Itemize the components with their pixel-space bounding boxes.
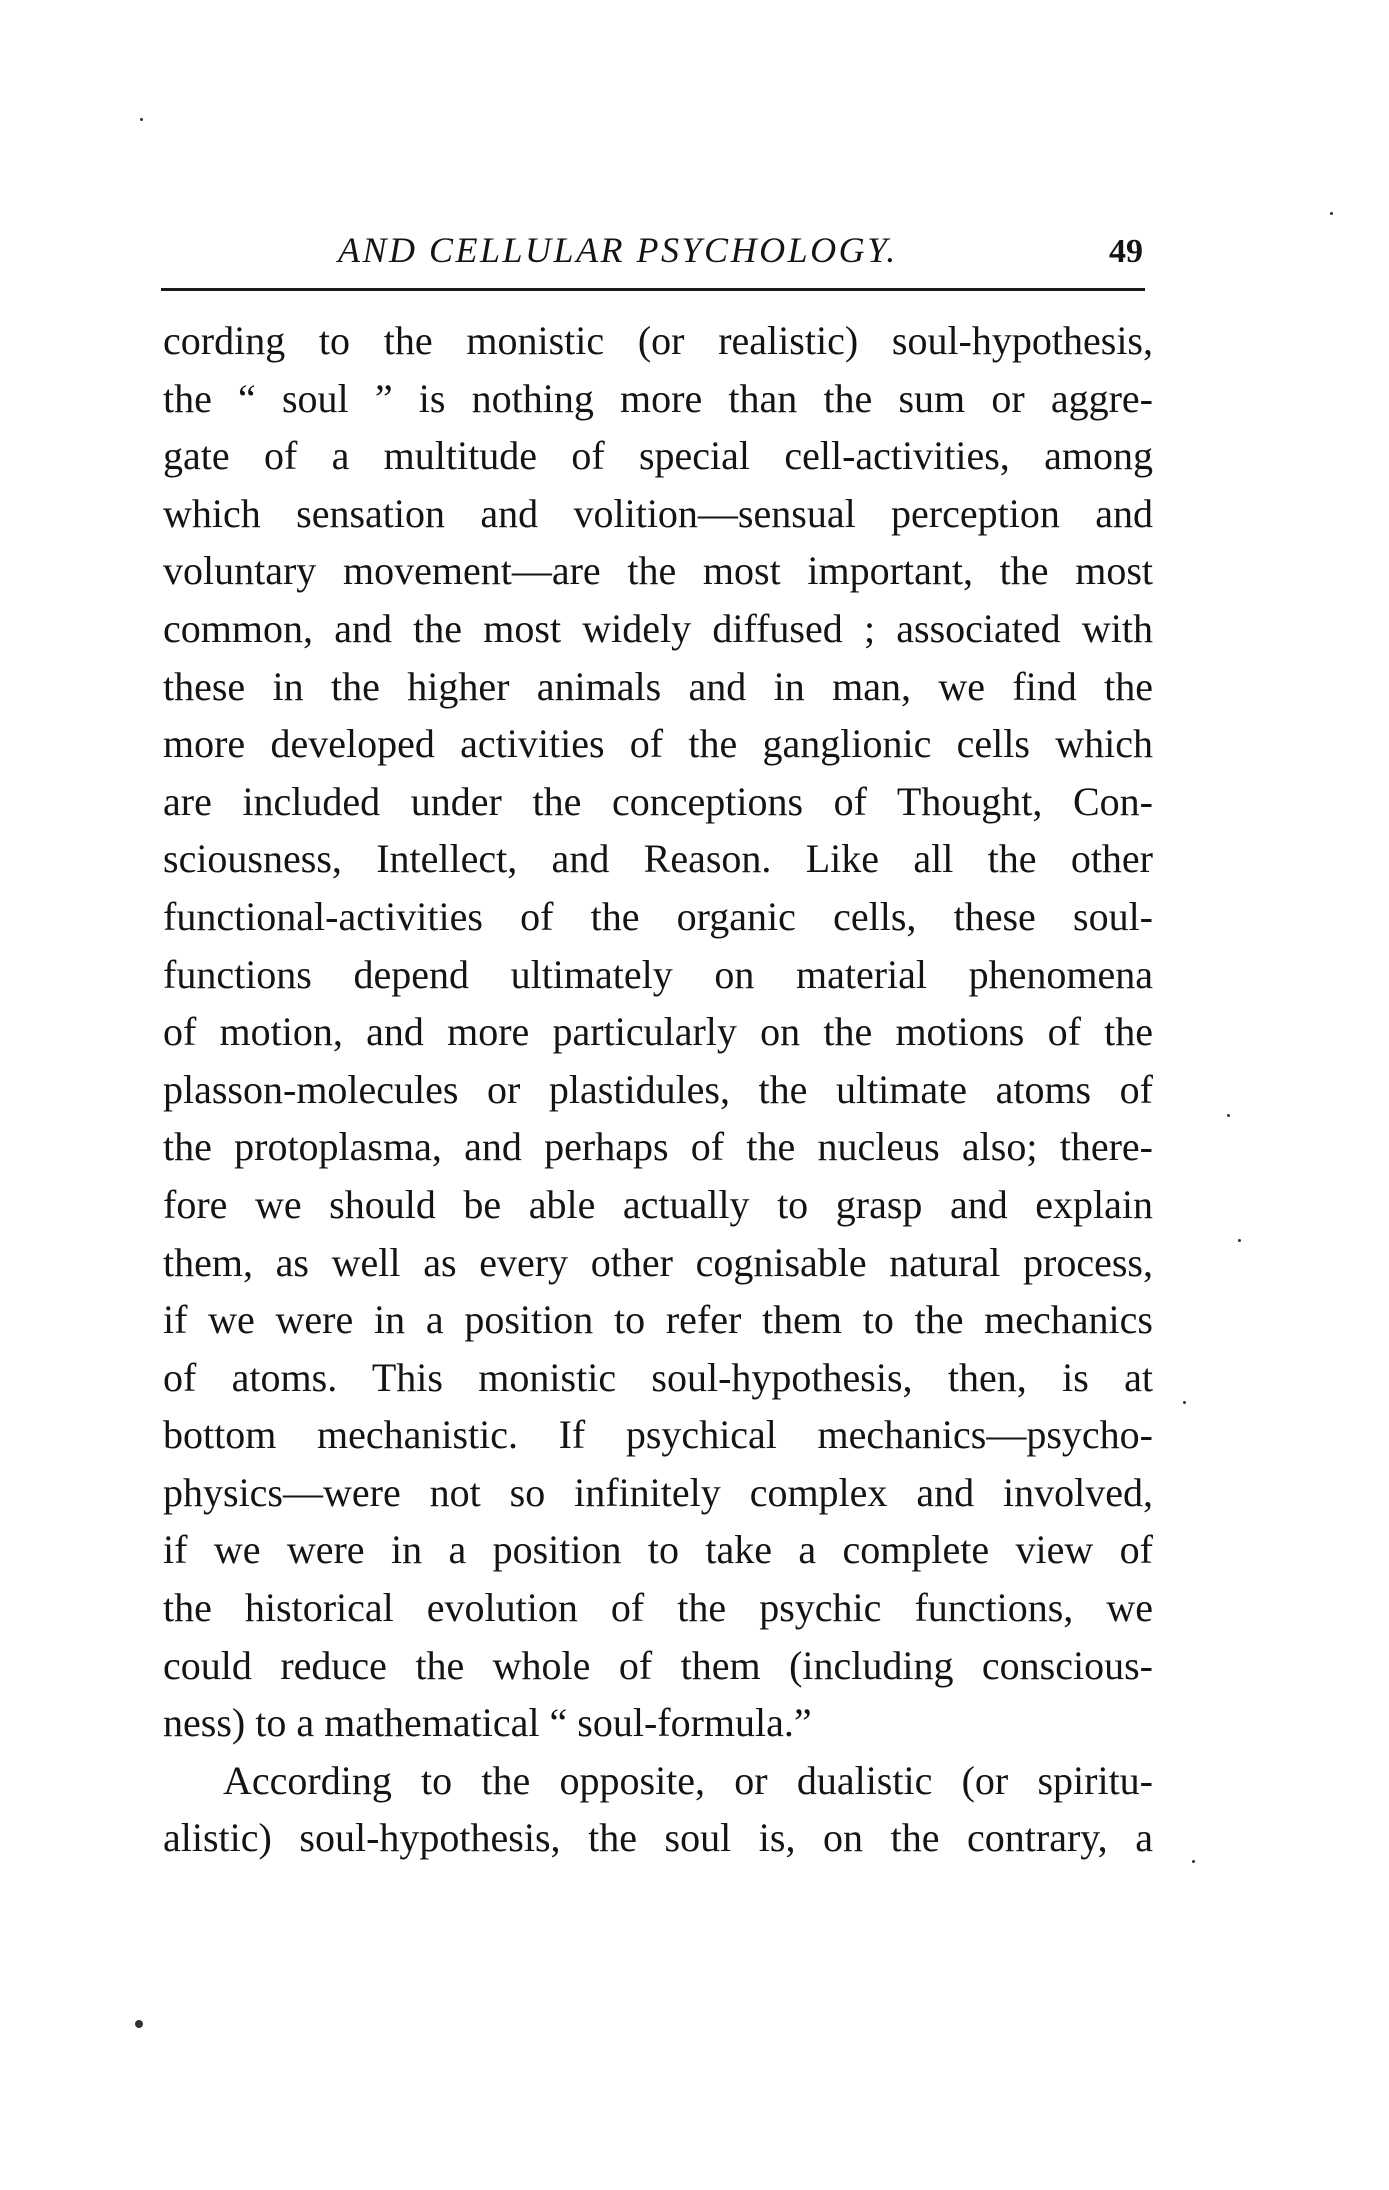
scan-speck	[1227, 1114, 1230, 1117]
page-number: 49	[1109, 233, 1143, 270]
scan-speck	[1192, 1860, 1195, 1863]
paragraph-end-line: ness) to a mathematical “ soul-formula.”	[163, 1700, 812, 1746]
header-rule	[161, 288, 1145, 291]
scan-speck	[1183, 1401, 1186, 1404]
text-line: functions depend ultimately on material phenomena	[163, 951, 1153, 997]
paragraph-start-line: According to the opposite, or dualistic (or spiritu-	[223, 1757, 1153, 1803]
text-line: alistic) soul-hypothesis, the soul is, on the contrary, a	[163, 1815, 1153, 1861]
scan-speck	[1238, 1239, 1241, 1242]
body-text	[163, 312, 1153, 1867]
text-line: are included under the conceptions of Thought, Con-	[163, 778, 1153, 824]
text-line: cording to the monistic (or realistic) soul-hypothesis,	[163, 318, 1153, 363]
text-line: if we were in a position to refer them to the mechanics	[163, 1297, 1153, 1343]
text-line: fore we should be able actually to grasp and explain	[163, 1181, 1153, 1227]
text-line: them, as well as every other cognisable natural process,	[163, 1239, 1153, 1285]
text-line: sciousness, Intellect, and Reason. Like all the other	[163, 836, 1153, 882]
text-line: these in the higher animals and in man, we find the	[163, 663, 1153, 709]
text-line: the protoplasma, and perhaps of the nucleus also; there-	[163, 1124, 1153, 1170]
running-title: AND CELLULAR PSYCHOLOGY.	[338, 230, 898, 270]
text-line: if we were in a position to take a complete view of	[163, 1527, 1153, 1573]
text-line: more developed activities of the ganglionic cells which	[163, 721, 1153, 767]
running-head	[163, 222, 1143, 278]
text-line: of atoms. This monistic soul-hypothesis, then, is at	[163, 1354, 1153, 1400]
text-line: gate of a multitude of special cell-activities, among	[163, 433, 1153, 479]
text-line: the historical evolution of the psychic functions, we	[163, 1585, 1153, 1631]
text-line: physics—were not so infinitely complex and involved,	[163, 1469, 1153, 1515]
text-line: could reduce the whole of them (including conscious-	[163, 1642, 1153, 1688]
text-line: the “ soul ” is nothing more than the sum or aggre-	[163, 375, 1153, 421]
scan-speck	[1330, 212, 1333, 215]
text-line: voluntary movement—are the most important, the most	[163, 548, 1153, 594]
text-line: bottom mechanistic. If psychical mechanics—psycho-	[163, 1412, 1153, 1458]
text-line: common, and the most widely diffused ; associated with	[163, 605, 1153, 651]
text-line: which sensation and volition—sensual perception and	[163, 490, 1153, 536]
text-line: plasson-molecules or plastidules, the ultimate atoms of	[163, 1066, 1153, 1112]
scan-speck	[140, 118, 143, 121]
text-line: functional-activities of the organic cells, these soul-	[163, 893, 1153, 939]
text-line: of motion, and more particularly on the motions of the	[163, 1009, 1153, 1055]
scan-speck	[135, 2020, 143, 2028]
